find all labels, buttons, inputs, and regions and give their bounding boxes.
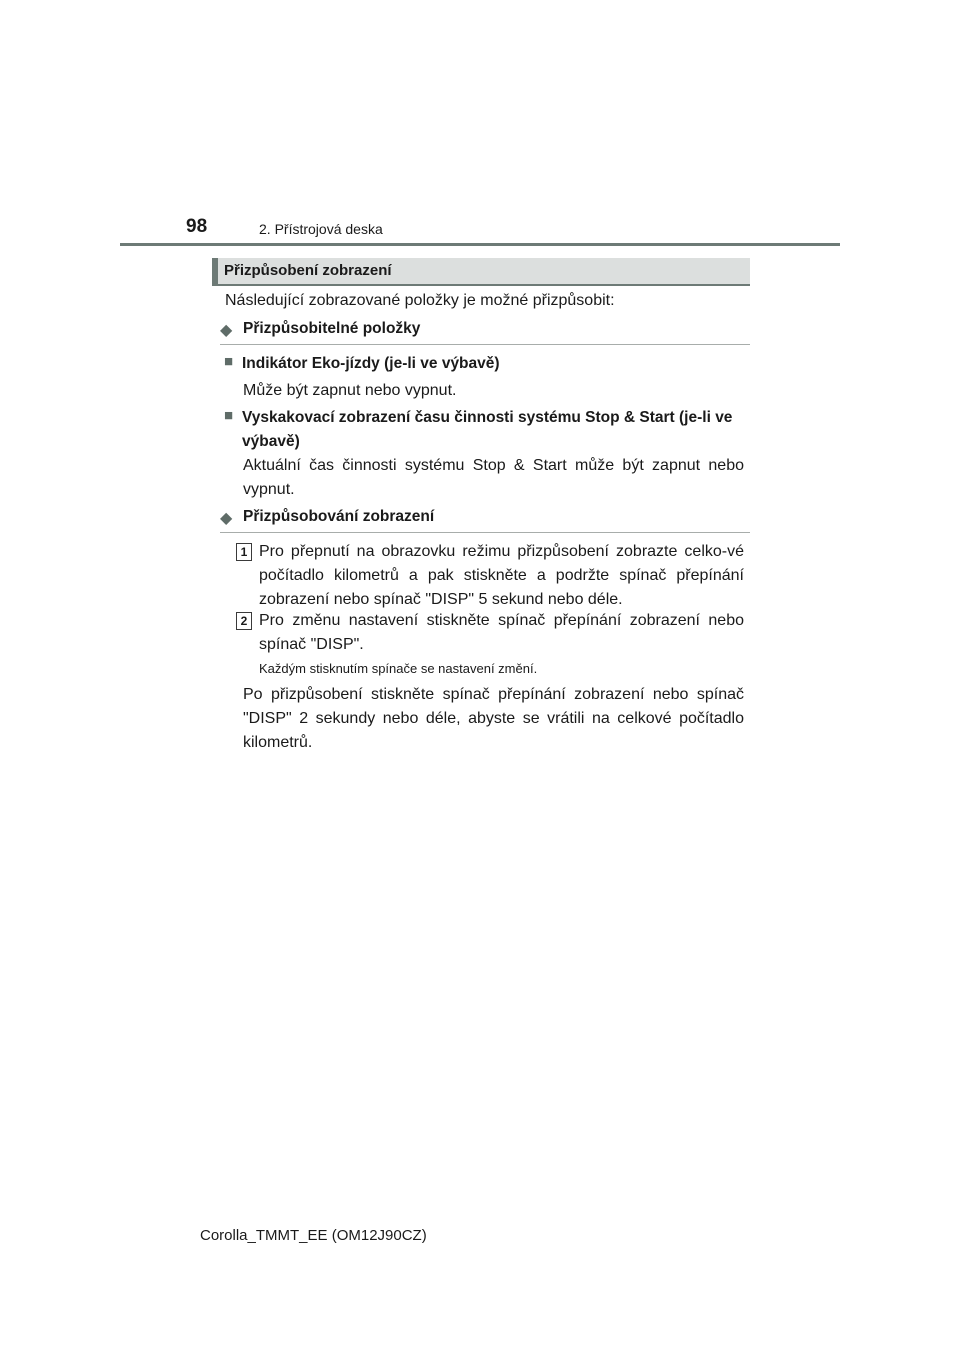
step-2 [236,609,744,657]
square-bullet-icon: ■ [224,353,234,370]
footer-document-id: Corolla_TMMT_EE (OM12J90CZ) [200,1227,427,1244]
section-title-bar [212,258,750,286]
note-text: Každým stisknutím spínače se nastavení změní. [259,661,538,676]
step-1-text: Pro přepnutí na obrazovku režimu přizpůsobení zobrazte celko-vé počítadlo kilometrů a pak stiskněte a podržte spínač přepínání zobrazení nebo spínač "DISP" 5 sekund nebo déle. [259,543,744,608]
item-heading-eco-label: Indikátor Eko-jízdy (je-li ve výbavě) [242,355,500,372]
item-heading-eco [224,352,750,376]
item-heading-stop-start [224,406,750,454]
step-number-box: 2 [236,612,252,630]
item-stop-start-text: Aktuální čas činnosti systému Stop & Start může být zapnut nebo vypnut. [243,457,744,498]
chapter-title: 2. Přístrojová deska [259,221,383,237]
step-1 [236,540,744,612]
intro-text: Následující zobrazované položky je možné přizpůsobit: [225,292,615,309]
diamond-icon: ◆ [220,510,233,527]
customizable-items-heading [220,318,750,345]
section-bar-accent [212,258,218,284]
display-customization-heading [220,506,750,533]
section-title: Přizpůsobení zobrazení [224,262,392,279]
header-divider [120,243,840,246]
item-heading-stop-start-label: Vyskakovací zobrazení času činnosti systému Stop & Start (je-li ve výbavě) [242,409,733,450]
item-eco-text: Může být zapnut nebo vypnut. [243,382,457,399]
diamond-icon: ◆ [220,322,233,339]
customizable-items-heading-label: Přizpůsobitelné položky [243,320,421,337]
page-number: 98 [186,216,208,237]
closing-text: Po přizpůsobení stiskněte spínač přepínání zobrazení nebo spínač "DISP" 2 sekundy nebo déle, abyste se vrátili na celkové počítadlo kilometrů. [243,686,744,751]
step-2-text: Pro změnu nastavení stiskněte spínač přepínání zobrazení nebo spínač "DISP". [259,612,744,653]
square-bullet-icon: ■ [224,407,234,424]
display-customization-heading-label: Přizpůsobování zobrazení [243,508,435,525]
step-number-box: 1 [236,543,252,561]
